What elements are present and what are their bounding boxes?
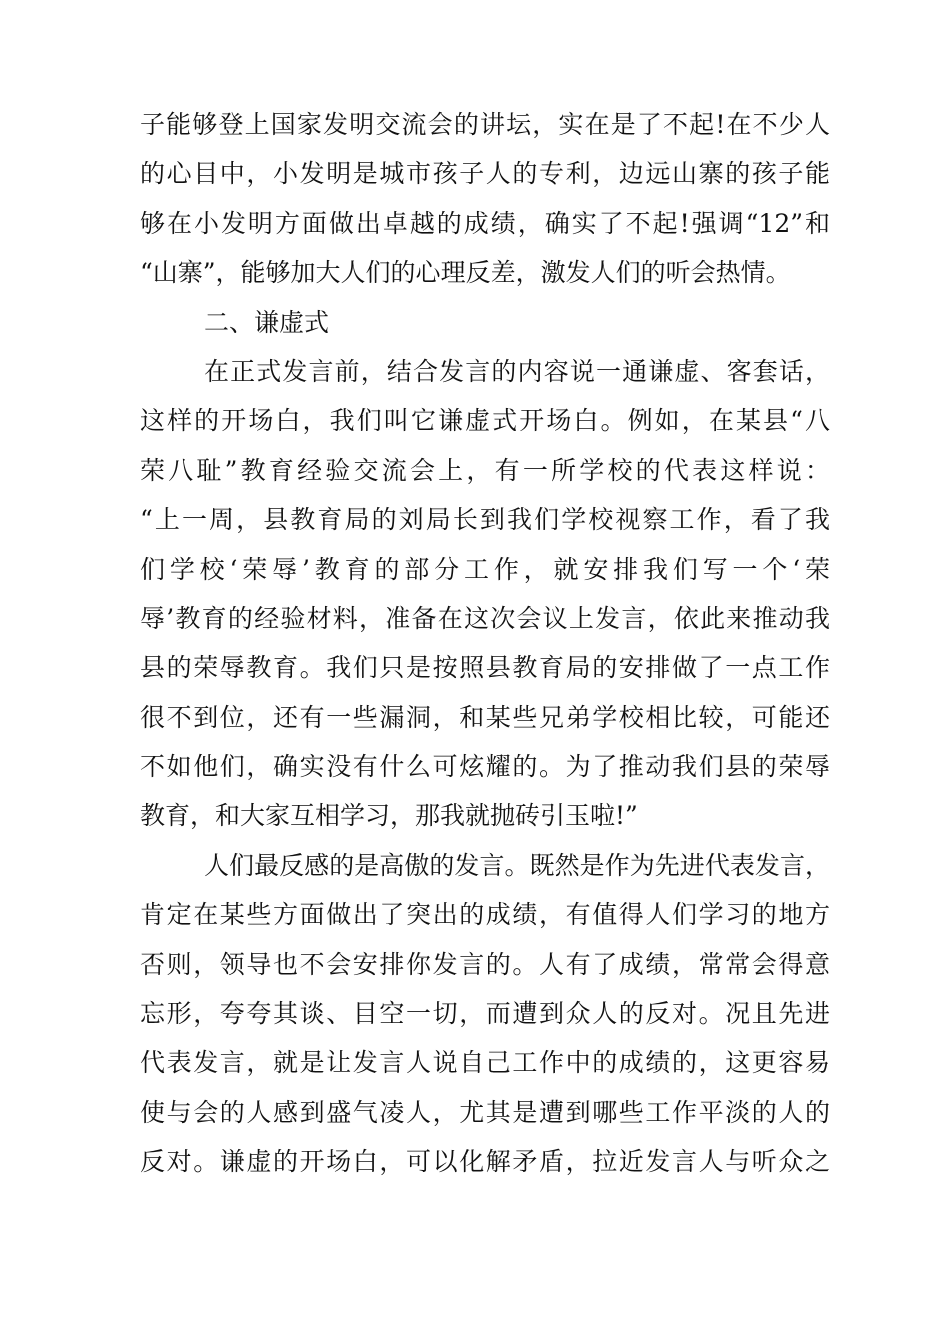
text-line: 教育，和大家互相学习，那我就抛砖引玉啦!” bbox=[140, 801, 638, 831]
text-line: 人们最反感的是高傲的发言。既然是作为先进代表发言， bbox=[204, 850, 830, 880]
text-line: 够在小发明方面做出卓越的成绩，确实了不起!强调“12”和 bbox=[140, 208, 830, 238]
text-line: “山寨”，能够加大人们的心理反差，激发人们的听会热情。 bbox=[140, 258, 791, 288]
text-line: 很不到位，还有一些漏洞，和某些兄弟学校相比较，可能还 bbox=[140, 702, 830, 732]
text-line: 这样的开场白，我们叫它谦虚式开场白。例如，在某县“八 bbox=[140, 406, 830, 436]
text-line: “上一周，县教育局的刘局长到我们学校视察工作，看了我 bbox=[140, 505, 830, 535]
text-line: 荣八耻”教育经验交流会上，有一所学校的代表这样说： bbox=[140, 455, 830, 485]
text-line: 辱’教育的经验材料，准备在这次会议上发言，依此来推动我 bbox=[140, 603, 830, 633]
text-line: 在正式发言前，结合发言的内容说一通谦虚、客套话， bbox=[204, 356, 830, 386]
text-line: 们学校‘荣辱’教育的部分工作，就安排我们写一个‘荣 bbox=[140, 554, 830, 584]
section-heading: 二、谦虚式 bbox=[204, 307, 330, 337]
text-line: 使与会的人感到盛气凌人，尤其是遭到哪些工作平淡的人的 bbox=[140, 1097, 830, 1127]
text-line: 的心目中，小发明是城市孩子人的专利，边远山寨的孩子能 bbox=[140, 159, 830, 189]
text-line: 子能够登上国家发明交流会的讲坛，实在是了不起!在不少人 bbox=[140, 110, 830, 139]
text-line: 肯定在某些方面做出了突出的成绩，有值得人们学习的地方 bbox=[140, 900, 830, 930]
text-line: 不如他们，确实没有什么可炫耀的。为了推动我们县的荣辱 bbox=[140, 752, 830, 782]
body-text bbox=[140, 100, 830, 1187]
text-line: 县的荣辱教育。我们只是按照县教育局的安排做了一点工作 bbox=[140, 653, 830, 683]
text-line: 忘形，夸夸其谈、目空一切，而遭到众人的反对。况且先进 bbox=[140, 999, 830, 1029]
text-line: 否则，领导也不会安排你发言的。人有了成绩，常常会得意 bbox=[140, 949, 830, 979]
text-line: 代表发言，就是让发言人说自己工作中的成绩的，这更容易 bbox=[140, 1048, 830, 1078]
text-line: 反对。谦虚的开场白，可以化解矛盾，拉近发言人与听众之 bbox=[140, 1147, 830, 1177]
